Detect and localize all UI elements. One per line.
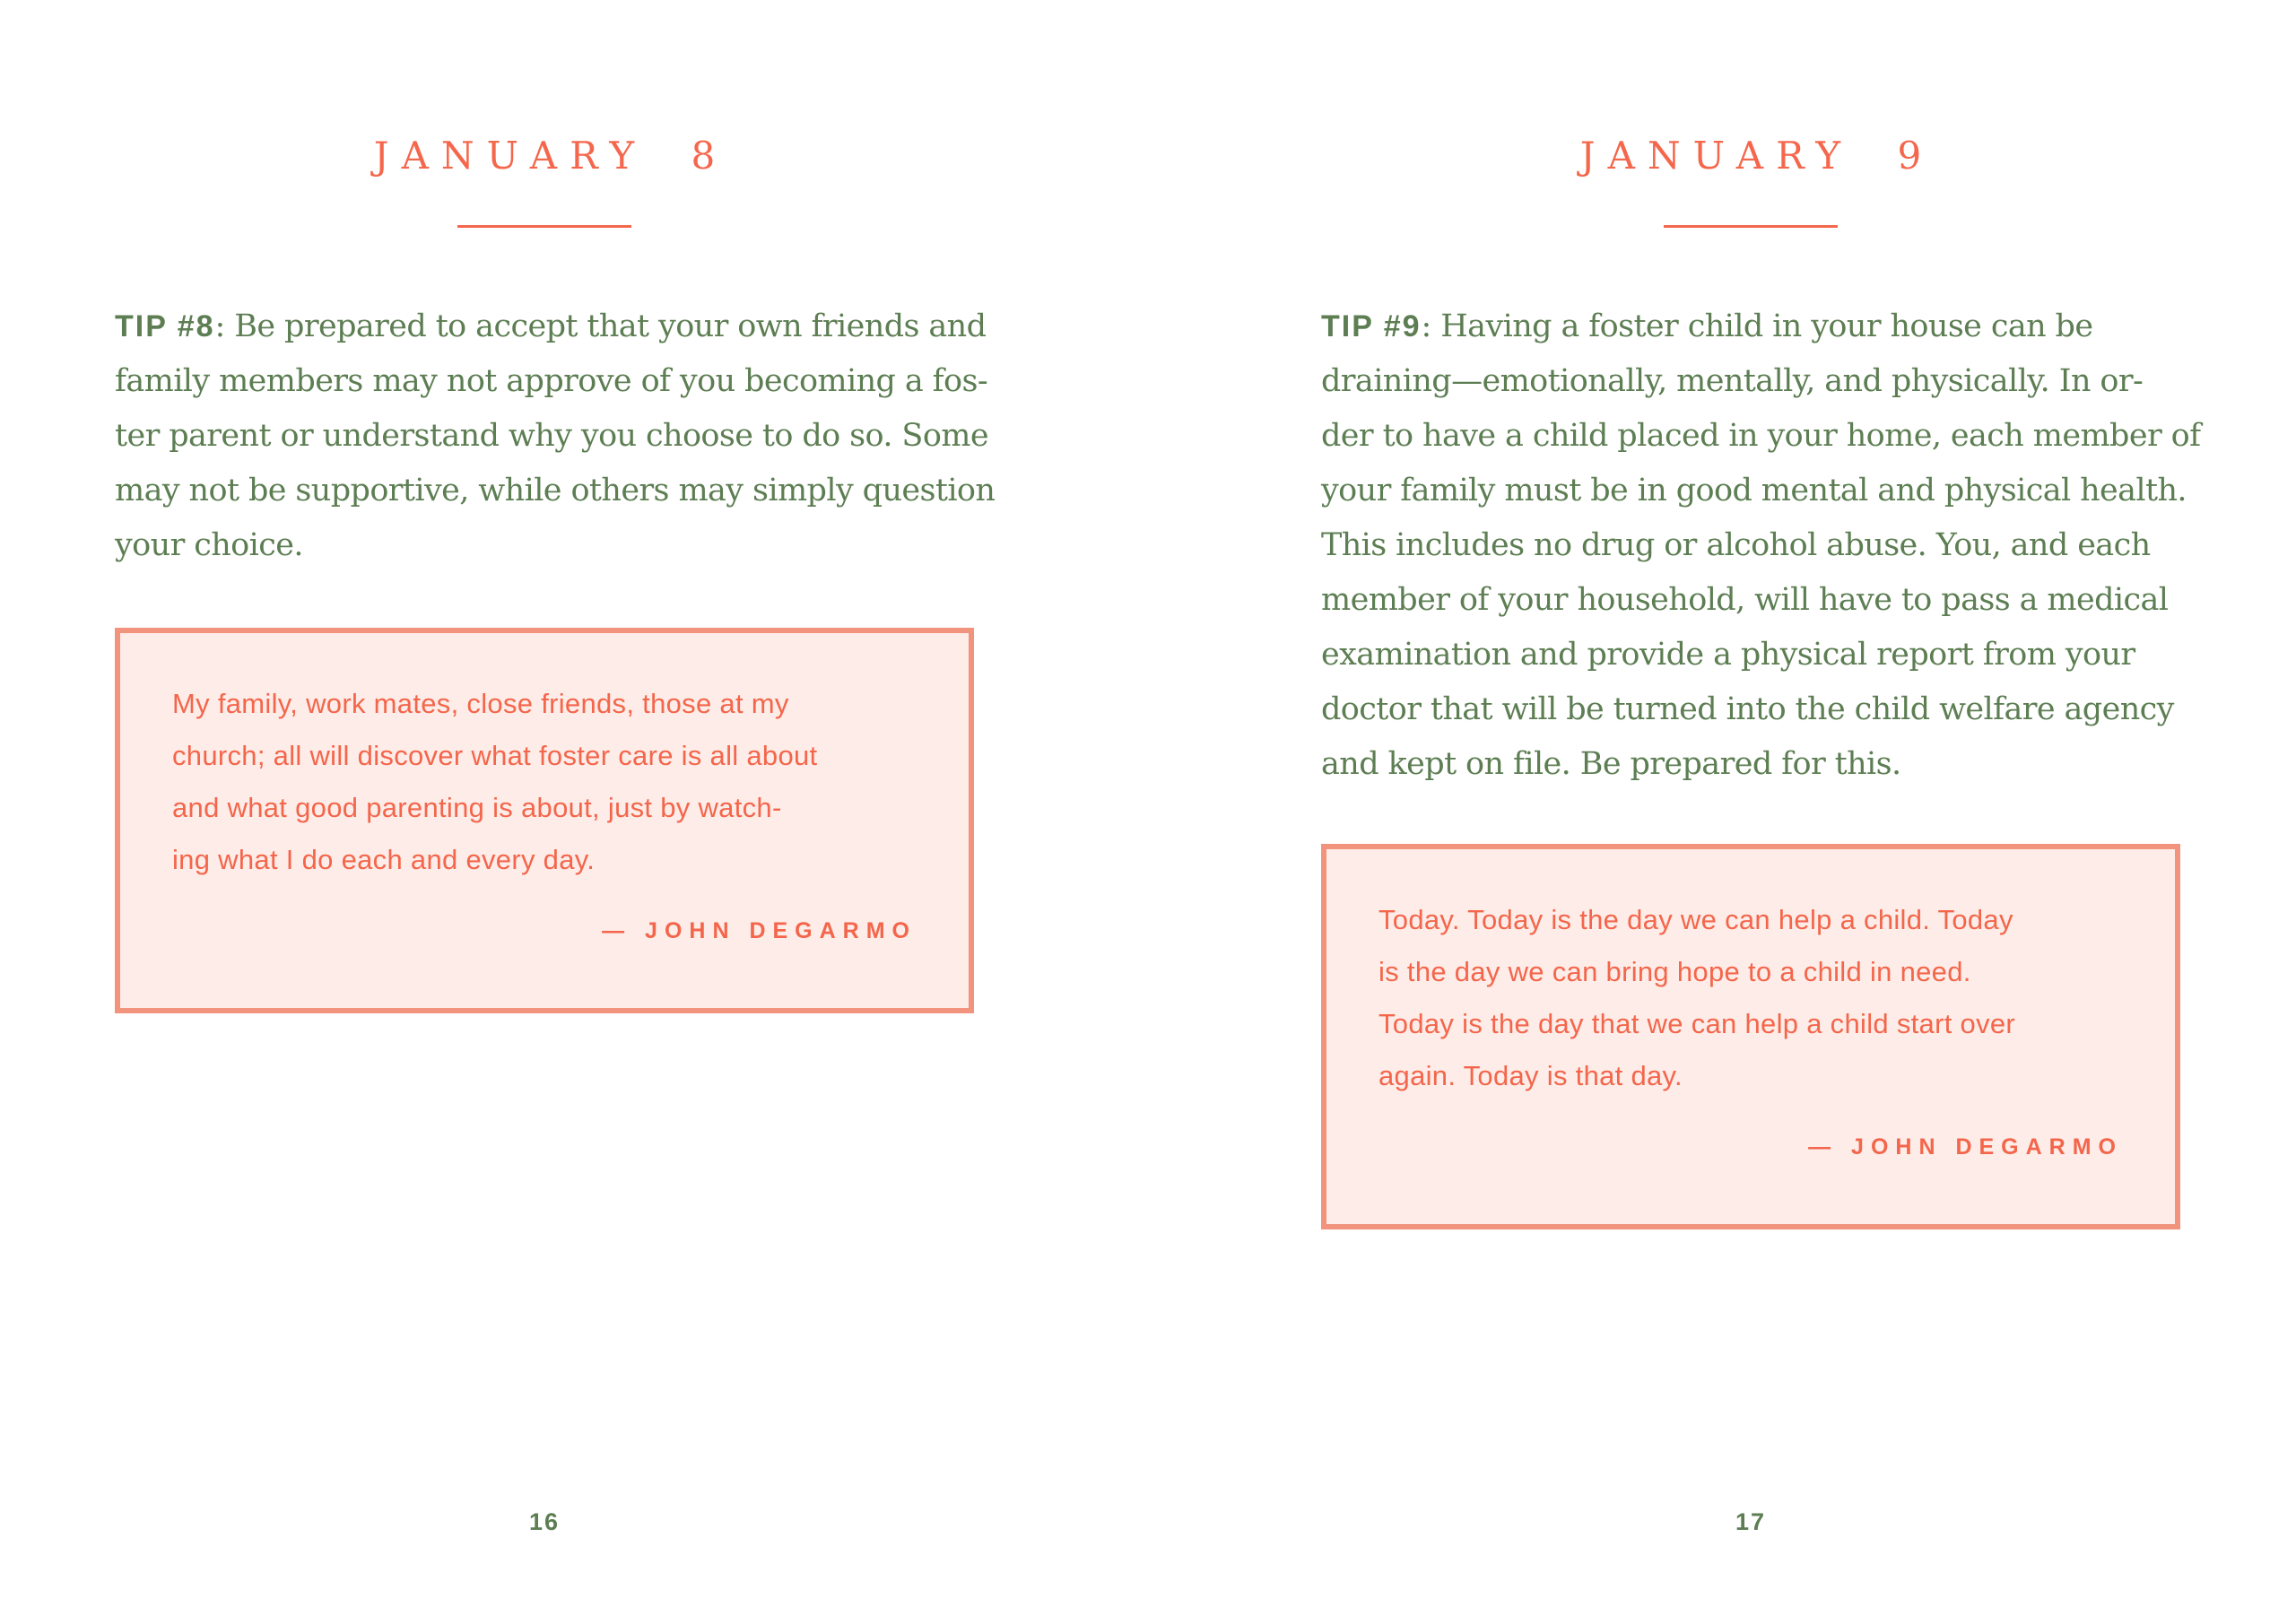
quote-line: church; all will discover what foster care is all about: [172, 740, 818, 771]
body-line: der to have a child placed in your home, each member of: [1321, 418, 2201, 454]
tip-paragraph: [115, 300, 995, 573]
page-right: [1321, 0, 2201, 1607]
body-line: member of your household, will have to pass a medical: [1321, 582, 2169, 618]
body-line: may not be supportive, while others may simply question: [115, 473, 996, 508]
body-line: your family must be in good mental and physical health.: [1321, 473, 2187, 508]
quote-line: and what good parenting is about, just by watch-: [172, 792, 782, 823]
body-line: and kept on file. Be prepared for this.: [1321, 746, 1901, 782]
body-line: [1321, 300, 2200, 354]
page-number-left: 16: [528, 1508, 561, 1535]
quote-line: Today. Today is the day we can help a child. Today: [1378, 904, 2013, 935]
body-line: ter parent or understand why you choose to do so. Some: [115, 418, 988, 454]
quote-line: My family, work mates, close friends, those at my: [172, 688, 789, 719]
quote-attribution: — JOHN DEGARMO: [1808, 1134, 2123, 1160]
quote-box: [1321, 844, 2180, 1229]
body-line: doctor that will be turned into the child welfare agency: [1321, 691, 2174, 727]
body-line-text: : Be prepared to accept that your own friends and: [214, 308, 987, 344]
body-line: [115, 300, 995, 354]
date-heading-january-9: JANUARY 9: [1579, 134, 1935, 178]
tip-number-label: TIP #9: [1321, 309, 1422, 343]
page-number-right: 17: [1735, 1508, 1767, 1535]
body-line-text: : Having a foster child in your house can be: [1421, 308, 2093, 344]
quote-attribution: — JOHN DEGARMO: [602, 918, 917, 943]
body-line: draining—emotionally, mentally, and physically. In or-: [1321, 363, 2144, 399]
tip-paragraph: [1321, 300, 2200, 792]
quote-box: [115, 628, 974, 1013]
tip-number-label: TIP #8: [115, 309, 215, 343]
quote-line: ing what I do each and every day.: [172, 844, 596, 875]
date-heading-january-8: JANUARY 8: [373, 134, 728, 178]
quote-line: is the day we can bring hope to a child in need.: [1378, 956, 1971, 987]
page-left: [115, 0, 996, 1607]
heading-rule: [457, 225, 631, 228]
body-line: This includes no drug or alcohol abuse. You, and each: [1321, 527, 2151, 563]
quote-line: again. Today is that day.: [1378, 1060, 1683, 1091]
body-line: your choice.: [115, 527, 303, 563]
quote-line: Today is the day that we can help a child start over: [1378, 1008, 2016, 1039]
heading-rule: [1664, 225, 1838, 228]
body-line: family members may not approve of you becoming a fos-: [115, 363, 988, 399]
body-line: examination and provide a physical report from your: [1321, 637, 2135, 673]
